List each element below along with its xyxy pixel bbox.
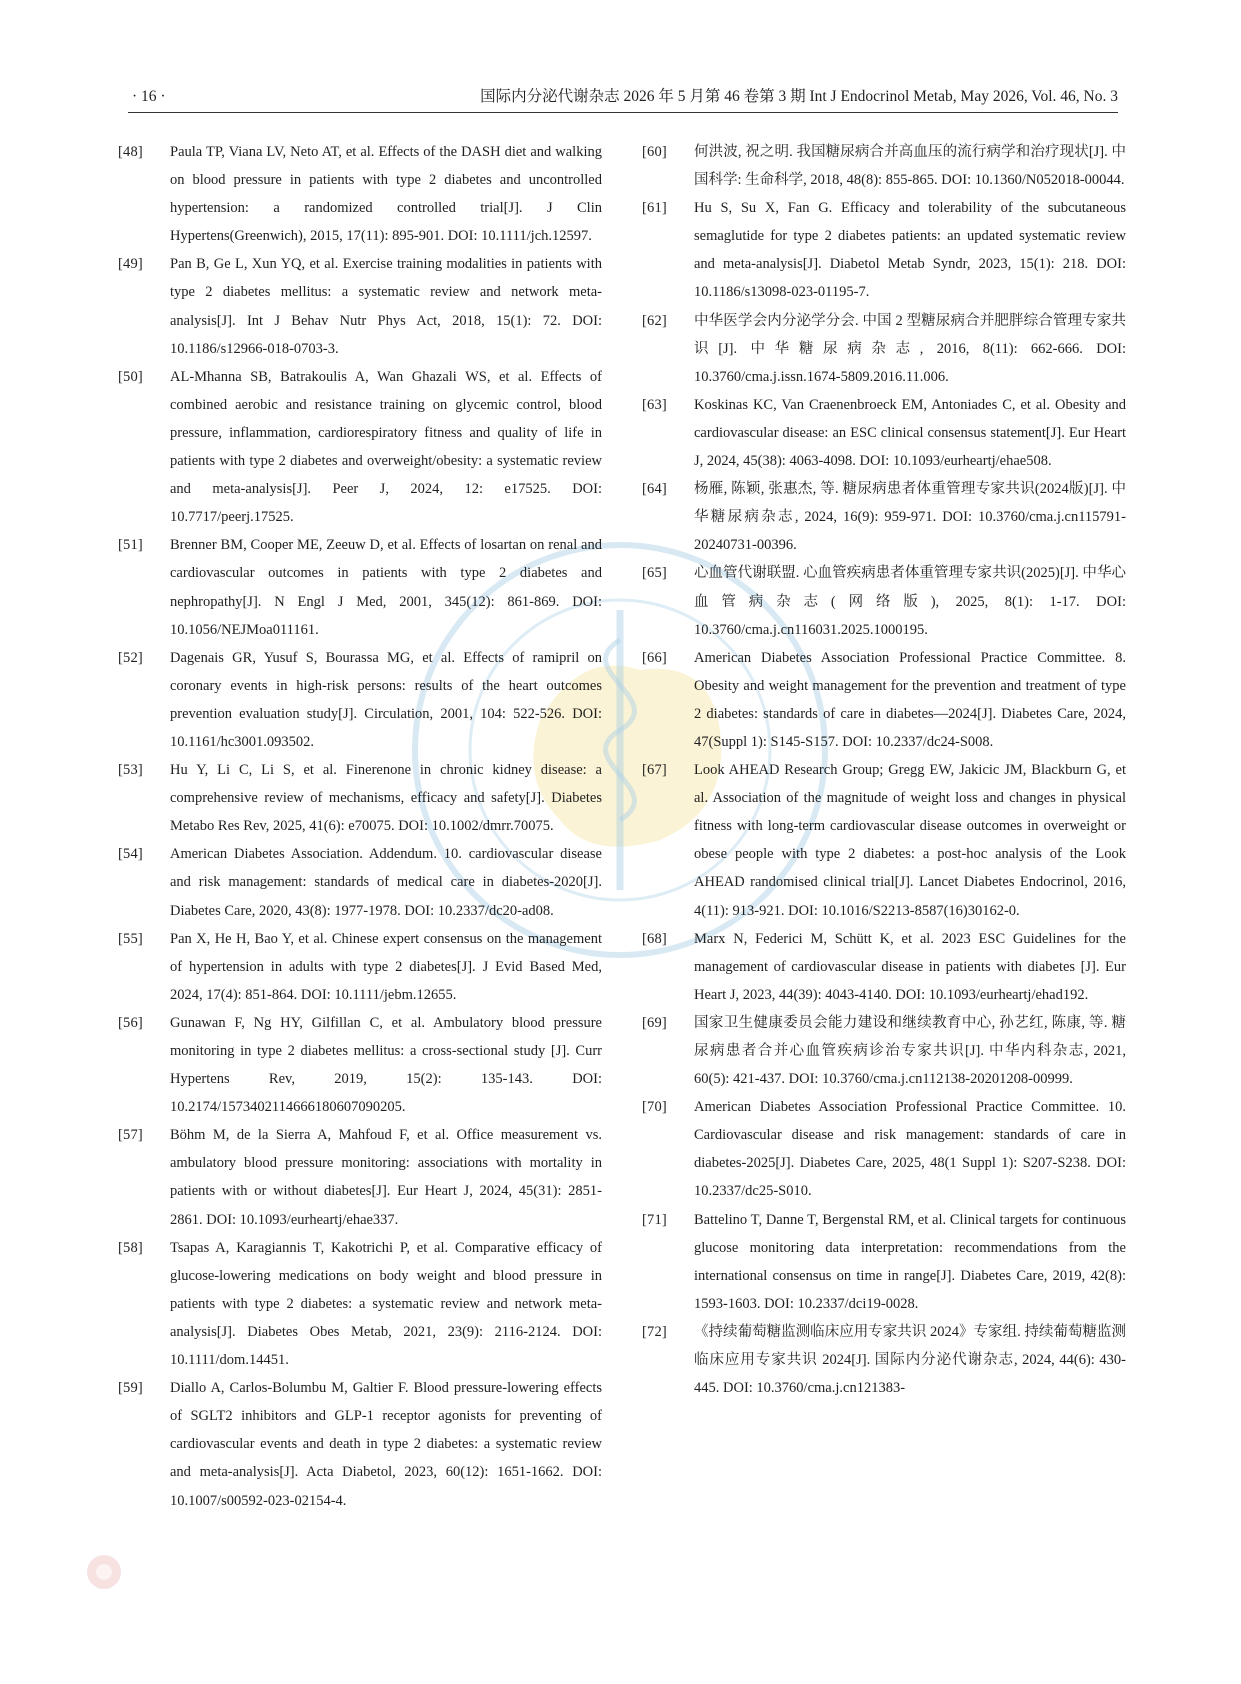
reference-entry [118,1234,602,1374]
reference-text: American Diabetes Association Professional Practice Committee. 8. Obesity and weight management for the prevention and treatment of type 2 diabetes: standards of care in diabetes—2024[J]. Diabetes Care, 2024, 47(Suppl 1): S145-S157. DOI: 10.2337/dc24-S008. [694,649,1126,750]
reference-text: Battelino T, Danne T, Bergenstal RM, et al. Clinical targets for continuous glucose monitoring data interpretation: recommendations from the international consensus on time in range[J]. Diabetes Care, 2019, 42(8): 1593-1603. DOI: 10.2337/dci19-0028. [694,1211,1126,1312]
reference-text: Koskinas KC, Van Craenenbroeck EM, Antoniades C, et al. Obesity and cardiovascular disease: an ESC clinical consensus statement[J]. Eur Heart J, 2024, 45(38): 4063-4098. DOI: 10.1093/eurheartj/ehae508. [694,396,1126,470]
reference-text: American Diabetes Association Professional Practice Committee. 10. Cardiovascular disease and risk management: standards of care in diabetes-2025[J]. Diabetes Care, 2025, 48(1 Suppl 1): S207-S238. DOI: 10.2337/dc25-S010. [694,1099,1126,1200]
reference-number: [48] [118,144,143,160]
journal-citation-line: 国际内分泌代谢杂志 2026 年 5 月第 46 卷第 3 期 Int J Endocrinol Metab, May 2026, Vol. 46, No. 3 [480,88,1118,105]
reference-entry [642,1009,1126,1093]
reference-number: [68] [642,930,667,947]
reference-entry [642,1093,1126,1205]
reference-entry [642,391,1126,475]
running-header [128,86,1118,113]
reference-entry [118,1009,602,1121]
reference-entry [642,475,1126,559]
reference-entry [118,756,602,840]
reference-number: [60] [642,144,667,160]
reference-number: [72] [642,1323,667,1340]
reference-text: Böhm M, de la Sierra A, Mahfoud F, et al. Office measurement vs. ambulatory blood pressure monitoring: associations with mortality in patients with or without diabetes[J]. Eur Heart J, 2024, 45(31): 2851-2861. DOI: 10.1093/eurheartj/ehae337. [170,1127,602,1228]
reference-text: Diallo A, Carlos-Bolumbu M, Galtier F. Blood pressure-lowering effects of SGLT2 inhibitors and GLP-1 receptor agonists for preventing of cardiovascular events and death in type 2 diabetes: a systematic review and meta-analysis[J]. Acta Diabetol, 2023, 60(12): 1651-1662. DOI: 10.1007/s00592-023-02154-4. [170,1380,602,1509]
reference-text: Brenner BM, Cooper ME, Zeeuw D, et al. Effects of losartan on renal and cardiovascular outcomes in patients with type 2 diabetes and nephropathy[J]. N Engl J Med, 2001, 345(12): 861-869. DOI: 10.1056/NEJMoa011161. [170,537,602,638]
reference-number: [61] [642,200,667,217]
reference-text: Pan X, He H, Bao Y, et al. Chinese expert consensus on the management of hypertension in adults with type 2 diabetes[J]. J Evid Based Med, 2024, 17(4): 851-864. DOI: 10.1111/jebm.12655. [170,930,602,1003]
reference-number: [66] [642,649,667,666]
reference-text: AL-Mhanna SB, Batrakoulis A, Wan Ghazali WS, et al. Effects of combined aerobic and resistance training on glycemic control, blood pressure, inflammation, cardiorespiratory fitness and quality of life in patients with type 2 diabetes and overweight/obesity: a systematic review and meta-analysis[J]. Peer J, 2024, 12: e17525. DOI: 10.7717/peerj.17525. [170,368,602,526]
reference-number: [56] [118,1014,143,1031]
reference-text: Gunawan F, Ng HY, Gilfillan C, et al. Ambulatory blood pressure monitoring in type 2 diabetes mellitus: a cross-sectional study [J]. Curr Hypertens Rev, 2019, 15(2): 135-143. DOI: 10.2174/1573402114666180607090205. [170,1014,602,1116]
reference-entry [118,250,602,362]
reference-entry [118,138,602,250]
reference-entry [642,925,1126,1009]
reference-entry [118,644,602,756]
reference-number: [58] [118,1239,143,1256]
reference-text: 心血管代谢联盟. 心血管疾病患者体重管理专家共识(2025)[J]. 中华心血管病杂志(网络版), 2025, 8(1): 1-17. DOI: 10.3760/cma.j.cn116031.2025.1000195. [694,565,1126,638]
reference-text: Paula TP, Viana LV, Neto AT, et al. Effects of the DASH diet and walking on blood pressure in patients with type 2 diabetes and uncontrolled hypertension: a randomized controlled trial[J]. J Clin Hypertens(Greenwich), 2015, 17(11): 895-901. DOI: 10.1111/jch.12597. [170,144,602,245]
reference-text: American Diabetes Association. Addendum. 10. cardiovascular disease and risk management: standards of medical care in diabetes-2020[J]. Diabetes Care, 2020, 43(8): 1977-1978. DOI: 10.2337/dc20-ad08. [170,846,602,919]
reference-entry [118,1374,602,1514]
reference-text: Pan B, Ge L, Xun YQ, et al. Exercise training modalities in patients with type 2 diabetes mellitus: a systematic review and network meta-analysis[J]. Int J Behav Nutr Phys Act, 2018, 15(1): 72. DOI: 10.1186/s12966-018-0703-3. [170,256,602,357]
reference-entry [642,1206,1126,1318]
reference-entry [642,138,1126,194]
reference-entry [118,840,602,924]
reference-number: [67] [642,762,667,779]
reference-entry [642,1318,1126,1402]
reference-text: 《持续葡萄糖监测临床应用专家共识 2024》专家组. 持续葡萄糖监测临床应用专家共识 2024[J]. 国际内分泌代谢杂志, 2024, 44(6): 430-445. DOI: 10.3760/cma.j.cn121383- [694,1323,1126,1397]
reference-entry [642,644,1126,756]
page-number: · 16 · [132,88,166,105]
reference-text: Dagenais GR, Yusuf S, Bourassa MG, et al. Effects of ramipril on coronary events in high-risk persons: results of the heart outcomes prevention evaluation study[J]. Circulation, 2001, 104: 522-526. DOI: 10.1161/hc3001.093502. [170,649,602,750]
reference-number: [65] [642,565,667,582]
reference-entry [118,531,602,643]
reference-number: [51] [118,537,143,554]
reference-text: Look AHEAD Research Group; Gregg EW, Jakicic JM, Blackburn G, et al. Association of the magnitude of weight loss and changes in physical fitness with long-term cardiovascular disease outcomes in overweight or obese people with type 2 diabetes: a post-hoc analysis of the Look AHEAD randomised clinical trial[J]. Lancet Diabetes Endocrinol, 2016, 4(11): 913-921. DOI: 10.1016/S2213-8587(16)30162-0. [694,762,1126,919]
references-right-column [642,138,1126,1402]
reference-number: [70] [642,1099,667,1116]
reference-text: 何洪波, 祝之明. 我国糖尿病合并高血压的流行病学和治疗现状[J]. 中国科学: 生命科学, 2018, 48(8): 855-865. DOI: 10.1360/N052018-00044. [694,144,1126,189]
reference-number: [71] [642,1211,667,1228]
reference-number: [57] [118,1127,143,1144]
publisher-logo-watermark [84,1552,554,1592]
reference-number: [55] [118,930,143,947]
reference-entry [642,559,1126,643]
reference-text: Tsapas A, Karagiannis T, Kakotrichi P, et al. Comparative efficacy of glucose-lowering medications on body weight and blood pressure in patients with type 2 diabetes: a systematic review and network meta-analysis[J]. Diabetes Obes Metab, 2021, 23(9): 2116-2124. DOI: 10.1111/dom.14451. [170,1239,602,1369]
reference-text: 国家卫生健康委员会能力建设和继续教育中心, 孙艺红, 陈康, 等. 糖尿病患者合并心血管疾病诊治专家共识[J]. 中华内科杂志, 2021, 60(5): 421-437. DOI: 10.3760/cma.j.cn112138-20201208-00999. [694,1014,1126,1088]
reference-number: [63] [642,396,667,413]
reference-number: [50] [118,368,143,385]
reference-text: Marx N, Federici M, Schütt K, et al. 2023 ESC Guidelines for the management of cardiovascular disease in patients with diabetes [J]. Eur Heart J, 2023, 44(39): 4043-4140. DOI: 10.1093/eurheartj/ehad192. [694,930,1126,1003]
reference-entry [642,194,1126,306]
reference-entry [118,925,602,1009]
reference-text: Hu S, Su X, Fan G. Efficacy and tolerability of the subcutaneous semaglutide for type 2 diabetes patients: an updated systematic review and meta-analysis[J]. Diabetol Metab Syndr, 2023, 15(1): 218. DOI: 10.1186/s13098-023-01195-7. [694,200,1126,301]
reference-number: [64] [642,481,667,498]
reference-entry [642,307,1126,391]
reference-entry [642,756,1126,925]
reference-text: 中华医学会内分泌学分会. 中国 2 型糖尿病合并肥胖综合管理专家共识[J]. 中华糖尿病杂志, 2016, 8(11): 662-666. DOI: 10.3760/cma.j.issn.1674-5809.2016.11.006. [694,312,1126,385]
reference-number: [54] [118,846,143,863]
reference-number: [49] [118,256,143,273]
reference-text: Hu Y, Li C, Li S, et al. Finerenone in chronic kidney disease: a comprehensive review of mechanisms, efficacy and safety[J]. Diabetes Metabo Res Rev, 2025, 41(6): e70075. DOI: 10.1002/dmrr.70075. [170,762,602,835]
references-left-column [118,138,602,1515]
reference-number: [62] [642,312,667,329]
reference-number: [69] [642,1014,667,1031]
reference-number: [59] [118,1380,143,1397]
reference-number: [53] [118,762,143,779]
reference-entry [118,1121,602,1233]
reference-entry [118,363,602,532]
reference-number: [52] [118,649,143,666]
reference-text: 杨雁, 陈颖, 张惠杰, 等. 糖尿病患者体重管理专家共识(2024版)[J]. 中华糖尿病杂志, 2024, 16(9): 959-971. DOI: 10.3760/cma.j.cn115791-20240731-00396. [694,481,1126,554]
